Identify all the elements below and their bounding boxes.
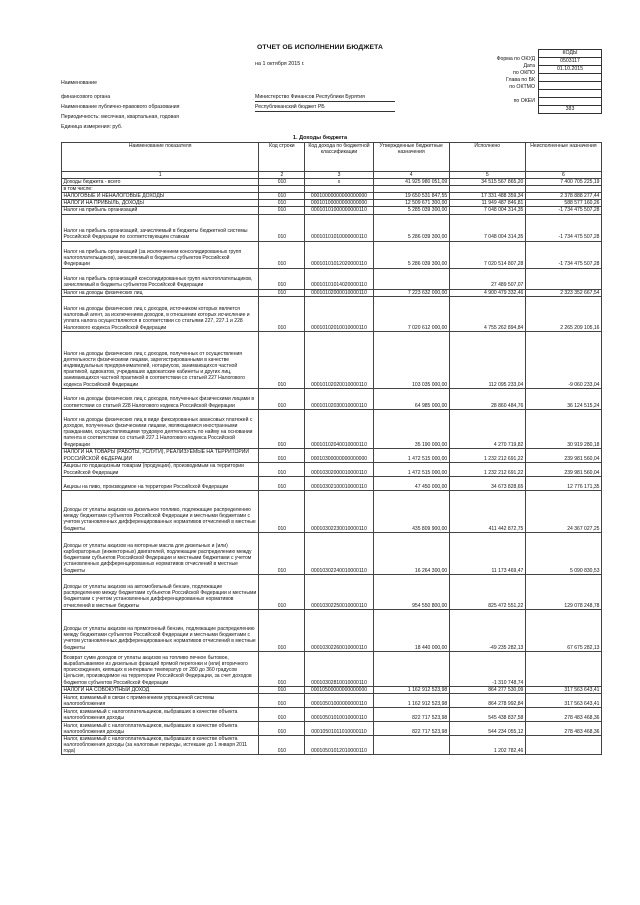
cell-approved: 5 286 039 300,00: [373, 241, 449, 268]
table-row: [62, 448, 602, 462]
cell-line-code: 010: [259, 193, 305, 200]
cell-remaining: 2 323 352 667,54: [525, 289, 601, 296]
label-glava: Глава по БК: [505, 77, 535, 83]
cell-executed: 864 278 992,84: [449, 693, 525, 707]
cell-line-code: 010: [259, 241, 305, 268]
cell-indicator-name: Налог на доходы физических лиц с доходов, полученных от осуществления деятельности физическими лицами, зарегистрированными в качестве индивидуальных предпринимателей, нотариусов, занимающихся частной практикой, адвокатов, учредивших адвокатские кабинеты и других лиц, занимающихся частной практикой в соответствии со статьей 227 Налогового кодекса Российской Федерации: [62, 331, 259, 388]
cell-remaining: 317 563 643,41: [525, 693, 601, 707]
cell-executed: 1 202 782,46: [449, 735, 525, 754]
cell-approved: 7 020 612 000,00: [373, 296, 449, 331]
pub-entity-value: Республиканский бюджет РБ: [255, 104, 325, 110]
cell-executed: 28 860 484,76: [449, 388, 525, 409]
table-header-row: [62, 143, 602, 172]
cell-remaining: -1 734 475 507,28: [525, 207, 601, 214]
cell-remaining: 67 675 282,13: [525, 609, 601, 651]
cell-income-code: 00010101010000000110: [305, 214, 373, 241]
cell-approved: 1 472 515 000,00: [373, 462, 449, 476]
fin-organ-value: Министерство Финансов Республики Бурятия: [255, 94, 365, 100]
cell-line-code: 010: [259, 651, 305, 686]
code-okpo: [539, 74, 602, 82]
table-row: [62, 490, 602, 532]
cell-remaining: 129 078 248,78: [525, 574, 601, 609]
label-unit: Единица измерения: руб.: [61, 124, 123, 130]
cell-remaining: -9 060 233,04: [525, 331, 601, 388]
cell-indicator-name: Доходы от уплаты акцизов на дизельное топливо, подлежащие распределению между бюджетами субъектов Российской Федерации и местными бюджетами с учетом установленных дифференцированных нормативов отчислений в местные бюджеты: [62, 490, 259, 532]
cell-income-code: 00010300000000000000: [305, 448, 373, 462]
cell-approved: 822 717 523,98: [373, 707, 449, 721]
cell-line-code: 010: [259, 207, 305, 214]
cell-income-code: 00010501011010000110: [305, 721, 373, 735]
cell-executed: 1 232 212 691,22: [449, 462, 525, 476]
cell-approved: 5 286 039 300,00: [373, 214, 449, 241]
cell-approved: [373, 651, 449, 686]
cell-approved: [373, 735, 449, 754]
cell-income-code: 00010302230010000110: [305, 490, 373, 532]
cell-remaining: 317 563 643,41: [525, 686, 601, 693]
cell-indicator-name: Налог на прибыль организаций, зачисляемый в бюджеты бюджетной системы Российской Федерации по соответствующим ставкам: [62, 214, 259, 241]
cell-indicator-name: Налог, взимаемый с налогоплательщиков, выбравших в качестве объекта налогообложения доходы: [62, 721, 259, 735]
cell-executed: [449, 186, 525, 193]
cell-indicator-name: Налог, взимаемый в связи с применением упрощенной системы налогообложения: [62, 693, 259, 707]
cell-line-code: 010: [259, 693, 305, 707]
label-fin-organ: финансового органа: [61, 94, 111, 100]
col-num-1: 1: [62, 172, 259, 179]
cell-executed: 4 900 479 332,46: [449, 289, 525, 296]
table-row: [62, 609, 602, 651]
cell-indicator-name: Доходы от уплаты акцизов на моторные масла для дизельных и (или) карбюраторных (инжекторных) двигателей, подлежащие распределению между бюджетами субъектов Российской Федерации и местными бюджетами с учетом установленных дифференцированных нормативов отчислений в местные бюджеты: [62, 532, 259, 574]
cell-executed: 544 234 055,12: [449, 721, 525, 735]
cell-line-code: 010: [259, 331, 305, 388]
table-row: [62, 721, 602, 735]
cell-line-code: 010: [259, 200, 305, 207]
table-row: [62, 574, 602, 609]
col-num-3: 3: [305, 172, 373, 179]
cell-indicator-name: Доходы от уплаты акцизов на автомобильный бензин, подлежащие распределению между бюджетами субъектов Российской Федерации и местными бюджетами с учетом установленных дифференцированных нормативов отчислений в местные бюджеты: [62, 574, 259, 609]
cell-indicator-name: Возврат сумм доходов от уплаты акцизов на топливо печное бытовое, вырабатываемое из дизельных фракций прямой перегонки и (или) вторичного происхождения, кипящих в интервале температур от 280 до 360 градусов Цельсия, производимое на территории Российской Федерации, за счет доходов бюджетов субъектов Российской Федерации: [62, 651, 259, 686]
cell-indicator-name: Акцизы по подакцизным товарам (продукции), производимым на территории Российской Федерации: [62, 462, 259, 476]
column-number-row: [62, 172, 602, 179]
cell-executed: 1 232 212 691,22: [449, 448, 525, 462]
cell-remaining: -1 734 475 507,28: [525, 241, 601, 268]
table-row: [62, 409, 602, 448]
cell-income-code: 00010101014020000110: [305, 268, 373, 289]
cell-approved: 822 717 523,98: [373, 721, 449, 735]
cell-income-code: 00010102020010000110: [305, 331, 373, 388]
cell-remaining: 278 483 468,36: [525, 721, 601, 735]
cell-line-code: 010: [259, 289, 305, 296]
cell-approved: 18 440 000,00: [373, 609, 449, 651]
cell-income-code: 00010302810010000110: [305, 651, 373, 686]
table-row: [62, 241, 602, 268]
cell-income-code: 00010501000000000110: [305, 693, 373, 707]
table-row: [62, 686, 602, 693]
cell-line-code: 010: [259, 735, 305, 754]
report-title: ОТЧЕТ ОБ ИСПОЛНЕНИИ БЮДЖЕТА: [257, 44, 383, 51]
cell-income-code: 00010100000000000000: [305, 200, 373, 207]
cell-line-code: 010: [259, 574, 305, 609]
cell-executed: -1 310 748,74: [449, 651, 525, 686]
cell-income-code: 00010501012010000110: [305, 735, 373, 754]
cell-approved: [373, 268, 449, 289]
header-income-code: Код дохода по бюджетной классификации: [305, 143, 373, 172]
table-row: [62, 193, 602, 200]
table-row: [62, 532, 602, 574]
code-okei: 383: [539, 106, 602, 114]
cell-remaining: [525, 735, 601, 754]
header-remaining: Неисполненные назначения: [525, 143, 601, 172]
cell-approved: 1 162 912 523,98: [373, 693, 449, 707]
cell-executed: 17 331 488 359,34: [449, 193, 525, 200]
table-row: [62, 179, 602, 186]
code-oktmo: [539, 90, 602, 98]
cell-line-code: [259, 186, 305, 193]
label-name: Наименование: [61, 80, 97, 86]
cell-income-code: 00010302100010000110: [305, 476, 373, 490]
cell-executed: 7 020 514 807,28: [449, 241, 525, 268]
cell-indicator-name: Налог на прибыль организаций: [62, 207, 259, 214]
cell-remaining: 30 919 280,18: [525, 409, 601, 448]
cell-executed: 112 095 233,04: [449, 331, 525, 388]
cell-executed: 34 673 828,65: [449, 476, 525, 490]
cell-line-code: 010: [259, 476, 305, 490]
cell-approved: 64 985 000,00: [373, 388, 449, 409]
cell-executed: 825 472 551,22: [449, 574, 525, 609]
cell-income-code: 00010102000010000110: [305, 289, 373, 296]
cell-approved: 103 035 000,00: [373, 331, 449, 388]
label-periodicity: Периодичность: месячная, квартальная, годовая: [61, 114, 179, 120]
col-num-5: 5: [449, 172, 525, 179]
table-row: [62, 651, 602, 686]
label-pub-entity: Наименование публично-правового образования: [61, 104, 180, 110]
label-date: Дата: [523, 63, 535, 69]
table-row: [62, 462, 602, 476]
cell-line-code: 010: [259, 707, 305, 721]
cell-line-code: 010: [259, 214, 305, 241]
cell-remaining: 7 400 705 225,19: [525, 179, 601, 186]
table-row: [62, 289, 602, 296]
cell-executed: -49 235 282,13: [449, 609, 525, 651]
table-row: [62, 476, 602, 490]
cell-indicator-name: Налог на доходы физических лиц с доходов, источником которых является налоговый агент, за исключением доходов, в отношении которых исчисление и уплата налога осуществляются в соответствии со статьями 227, 227.1 и 228 Налогового кодекса Российской Федерации: [62, 296, 259, 331]
header-approved: Утвержденные бюджетные назначения: [373, 143, 449, 172]
cell-remaining: 239 981 560,04: [525, 448, 601, 462]
cell-income-code: 00010500000000000000: [305, 686, 373, 693]
cell-approved: 1 472 515 000,00: [373, 448, 449, 462]
pub-entity-underline: [255, 111, 395, 112]
table-row: [62, 693, 602, 707]
cell-remaining: 588 577 160,26: [525, 200, 601, 207]
table-row: [62, 186, 602, 193]
codes-header: КОДЫ: [539, 50, 602, 58]
cell-remaining: [525, 268, 601, 289]
cell-line-code: 010: [259, 532, 305, 574]
cell-executed: 411 442 872,75: [449, 490, 525, 532]
cell-indicator-name: Налог на доходы физических лиц с доходов, полученных физическими лицами в соответствии со статьей 228 Налогового кодекса Российской Федерации: [62, 388, 259, 409]
label-okud: Форма по ОКУД: [496, 56, 535, 62]
cell-remaining: 36 124 515,24: [525, 388, 601, 409]
cell-indicator-name: Налог на доходы физических лиц в виде фиксированных авансовых платежей с доходов, полученных физическими лицами, являющимися иностранными гражданами, осуществляющими трудовую деятельность по найму на основании патента в соответствии со статьей 227.1 Налогового кодекса Российской Федерации: [62, 409, 259, 448]
col-num-4: 4: [373, 172, 449, 179]
cell-income-code: 00010102010010000110: [305, 296, 373, 331]
cell-income-code: 00010302240010000110: [305, 532, 373, 574]
cell-remaining: 12 776 171,35: [525, 476, 601, 490]
header-executed: Исполнено: [449, 143, 525, 172]
table-row: [62, 331, 602, 388]
section-title: 1. Доходы бюджета: [292, 135, 348, 141]
cell-indicator-name: Налог на доходы физических лиц: [62, 289, 259, 296]
table-row: [62, 388, 602, 409]
label-okpo: по ОКПО: [513, 70, 535, 76]
cell-executed: 27 489 507,07: [449, 268, 525, 289]
cell-income-code: 00010302000010000110: [305, 462, 373, 476]
cell-executed: 34 515 567 865,20: [449, 179, 525, 186]
cell-indicator-name: в том числе:: [62, 186, 259, 193]
cell-income-code: 00010501010010000110: [305, 707, 373, 721]
cell-executed: 7 048 004 314,35: [449, 214, 525, 241]
cell-line-code: 010: [259, 721, 305, 735]
cell-approved: 35 190 000,00: [373, 409, 449, 448]
cell-line-code: 010: [259, 490, 305, 532]
cell-line-code: 010: [259, 179, 305, 186]
cell-approved: 41 925 980 051,09: [373, 179, 449, 186]
cell-income-code: 00010101012020000110: [305, 241, 373, 268]
cell-approved: 47 450 000,00: [373, 476, 449, 490]
cell-approved: 19 650 531 847,55: [373, 193, 449, 200]
cell-income-code: 00010000000000000000: [305, 193, 373, 200]
cell-income-code: 00010302260010000110: [305, 609, 373, 651]
cell-line-code: 010: [259, 388, 305, 409]
cell-indicator-name: Доходы бюджета - всего: [62, 179, 259, 186]
cell-approved: 16 264 300,00: [373, 532, 449, 574]
table-row: [62, 207, 602, 214]
cell-executed: 4 270 719,82: [449, 409, 525, 448]
cell-approved: 435 809 900,00: [373, 490, 449, 532]
cell-executed: 4 755 262 894,84: [449, 296, 525, 331]
cell-income-code: [305, 186, 373, 193]
col-num-6: 6: [525, 172, 601, 179]
report-period: на 1 октября 2015 г.: [255, 61, 305, 67]
code-glava: [539, 82, 602, 90]
code-blank: [539, 98, 602, 106]
cell-income-code: 00010302250010000110: [305, 574, 373, 609]
cell-executed: 545 438 837,58: [449, 707, 525, 721]
cell-income-code: 00010102040010000110: [305, 409, 373, 448]
cell-executed: 11 173 469,47: [449, 532, 525, 574]
code-okud: 0503117: [539, 58, 602, 66]
cell-line-code: 010: [259, 296, 305, 331]
table-row: [62, 707, 602, 721]
cell-remaining: 2 265 209 105,16: [525, 296, 601, 331]
cell-remaining: 24 367 027,25: [525, 490, 601, 532]
cell-remaining: 278 483 468,36: [525, 707, 601, 721]
cell-remaining: [525, 651, 601, 686]
cell-line-code: 010: [259, 609, 305, 651]
table-row: [62, 268, 602, 289]
cell-indicator-name: Налог, взимаемый с налогоплательщиков, выбравших в качестве объекта налогообложения доходы (за налоговые периоды, истекшие до 1 января 2011 года): [62, 735, 259, 754]
cell-indicator-name: Налог на прибыль организаций (за исключением консолидированных групп налогоплательщиков), зачисляемый в бюджеты субъектов Российской Федерации: [62, 241, 259, 268]
header-indicator: Наименование показателя: [62, 143, 259, 172]
cell-remaining: 5 090 830,53: [525, 532, 601, 574]
col-num-2: 2: [259, 172, 305, 179]
cell-indicator-name: Налог на прибыль организаций консолидированных групп налогоплательщиков, зачисляемый в бюджеты субъектов Российской Федерации: [62, 268, 259, 289]
header-line-code: Код строки: [259, 143, 305, 172]
cell-line-code: 010: [259, 462, 305, 476]
cell-remaining: -1 734 475 507,28: [525, 214, 601, 241]
cell-line-code: 010: [259, 686, 305, 693]
cell-remaining: 2 378 888 277,44: [525, 193, 601, 200]
cell-approved: 5 285 039 300,00: [373, 207, 449, 214]
cell-approved: 12 509 671 300,00: [373, 200, 449, 207]
cell-executed: 11 949 487 846,81: [449, 200, 525, 207]
cell-approved: 7 223 632 000,00: [373, 289, 449, 296]
table-row: [62, 200, 602, 207]
cell-indicator-name: Акцизы на пиво, производимое на территории Российской Федерации: [62, 476, 259, 490]
cell-income-code: x: [305, 179, 373, 186]
codes-box: [538, 49, 602, 114]
table-row: [62, 214, 602, 241]
cell-executed: 864 277 530,09: [449, 686, 525, 693]
cell-indicator-name: НАЛОГИ НА СОВОКУПНЫЙ ДОХОД: [62, 686, 259, 693]
cell-executed: 7 048 004 314,35: [449, 207, 525, 214]
cell-approved: [373, 186, 449, 193]
income-table: [61, 142, 602, 755]
code-date: 01.10.2015: [539, 66, 602, 74]
cell-line-code: 010: [259, 448, 305, 462]
cell-indicator-name: Налог, взимаемый с налогоплательщиков, выбравших в качестве объекта налогообложения доходы: [62, 707, 259, 721]
cell-indicator-name: НАЛОГИ НА ПРИБЫЛЬ, ДОХОДЫ: [62, 200, 259, 207]
fin-organ-underline: [255, 101, 395, 102]
cell-indicator-name: Доходы от уплаты акцизов на прямогонный бензин, подлежащие распределению между бюджетами субъектов Российской Федерации и местными бюджетами с учетом установленных дифференцированных нормативов отчислений в местные бюджеты: [62, 609, 259, 651]
cell-indicator-name: НАЛОГОВЫЕ И НЕНАЛОГОВЫЕ ДОХОДЫ: [62, 193, 259, 200]
label-oktmo: по ОКТМО: [509, 84, 535, 90]
table-row: [62, 735, 602, 754]
cell-approved: 954 550 800,00: [373, 574, 449, 609]
cell-income-code: 00010102030010000110: [305, 388, 373, 409]
cell-approved: 1 162 912 523,98: [373, 686, 449, 693]
cell-indicator-name: НАЛОГИ НА ТОВАРЫ (РАБОТЫ, УСЛУГИ), РЕАЛИЗУЕМЫЕ НА ТЕРРИТОРИИ РОССИЙСКОЙ ФЕДЕРАЦИИ: [62, 448, 259, 462]
cell-remaining: [525, 186, 601, 193]
cell-income-code: 00010101000000000110: [305, 207, 373, 214]
table-row: [62, 296, 602, 331]
cell-line-code: 010: [259, 409, 305, 448]
label-okei: по ОКЕИ: [513, 98, 535, 104]
cell-remaining: 239 981 560,04: [525, 462, 601, 476]
cell-line-code: 010: [259, 268, 305, 289]
